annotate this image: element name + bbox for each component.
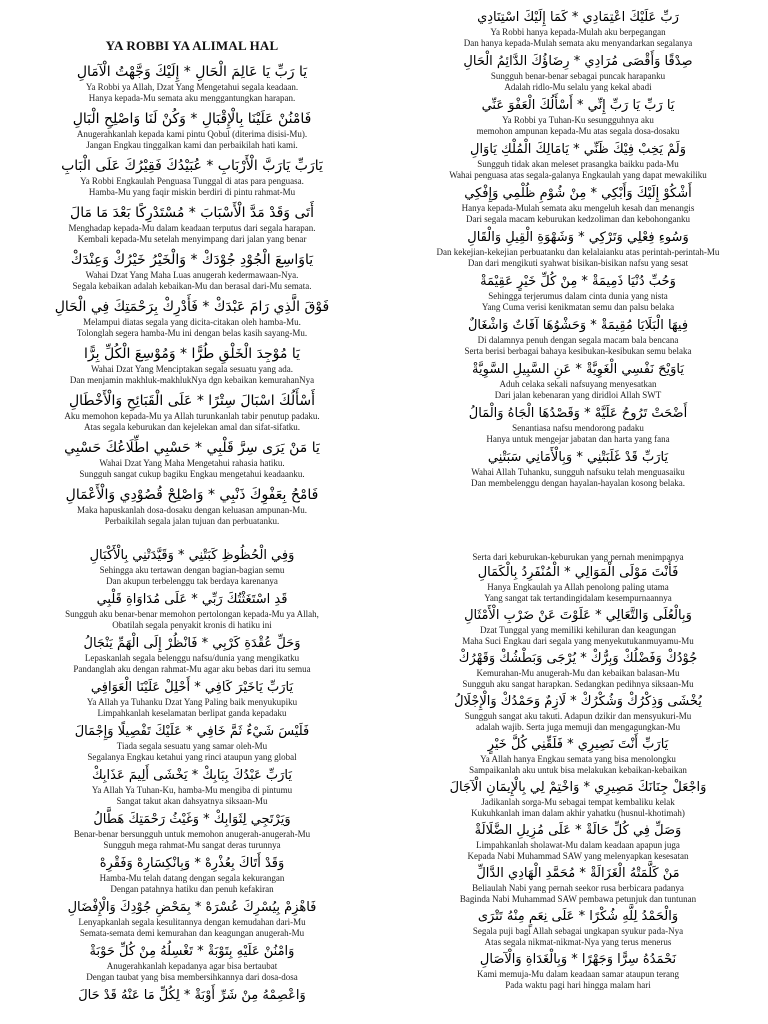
translation-line-2: Dan dari mengikuti syahwat bisikan-bisikan nafsu yang sesat: [467, 258, 689, 268]
arabic-verse-line: وَفِي الْحُظُوظِ كَبَتْنِي * وَقَيَّدَتْنِي بِالْأَكْبَالِ: [89, 548, 295, 563]
arabic-verse-line: يَا مُوْجِدَ الْخَلْقِ طُرًّا * وَمُوْسِعَ الْكُلِّ بِرًّا: [84, 346, 300, 362]
translation-line-1: Hanya kepada-Mulah semata aku mengeluh kesah dan menangis: [461, 203, 695, 213]
translation-line-1: Kami memuja-Mu dalam keadaan samar ataupun terang: [477, 969, 679, 979]
arabic-verse-line: رَبِّ عَلَيْكَ اعْتِمَادِي * كَمَا إِلَيْكَ اسْتِنَادِي: [477, 10, 679, 25]
translation-line-2: Serta berisi berbagai bahaya kesibukan-kesibukan semu belaka: [464, 346, 692, 356]
translation-line-1: Aku memohon kepada-Mu ya Allah turunkanlah tabir penutup padaku.: [64, 411, 320, 421]
verse-block: [392, 606, 764, 647]
translation-line-2: Baginda Nabi Muhammad SAW pembawa petunjuk dan tuntunan: [459, 894, 697, 904]
bottom-right-column: [392, 552, 764, 1024]
translation-line-1: Jadikanlah sorga-Mu sebagai tempat kembaliku kelak: [481, 797, 675, 807]
arabic-verse-line: فَأَنْتَ مَوْلَى الْمَوَالِي * الْمُنْفَرِدُ بِالْكَمَالِ: [477, 565, 679, 580]
verse-block: [392, 864, 764, 905]
translation-line-1: Melampui diatas segala yang dicita-citakan oleh hamba-Mu.: [83, 317, 301, 327]
verse-block: [6, 438, 378, 480]
arabic-verse-line: فِيهَا الْبَلَايَا مُقِيمَةْ * وَحَشْوُهَا آفَاتٌ وَاشْغَالٌ: [467, 318, 689, 333]
translation-line-1: Lenyapkanlah segala kesulitannya dengan kemudahan dari-Mu: [78, 917, 306, 927]
verse-block: [6, 810, 378, 851]
translation-line-1: Ya Robbi ya Tuhan-Ku sesungguhnya aku: [502, 115, 654, 125]
translation-line-1: Wahai Dzat Yang Maha Luas anugerah kedermawaan-Nya.: [85, 270, 299, 280]
translation-line-1: Ya Robbi ya Allah, Dzat Yang Mengetahui segala keadaan.: [85, 82, 299, 92]
translation-line-1: Benar-benar bersungguh untuk memohon anugerah-anugerah-Mu: [73, 829, 311, 839]
verse-block: [392, 96, 764, 137]
translation-line-1: Sungguh sangat aku takuti. Adapun dzikir dan mensyukuri-Mu: [464, 711, 692, 721]
arabic-verse-line: أَضْحَتْ تَرُوحُ عَلَيَّهْ * وَقَصْدُهَا الْجَاهُ وَالْمَالُ: [468, 406, 688, 421]
translation-line-1: Wahai Allah Tuhanku, sungguh nafsuku telah menguasaiku: [471, 467, 685, 477]
translation-line-1: Aduh celaka sekali nafsuyang menyesatkan: [499, 379, 657, 389]
top-left-column: [6, 36, 378, 526]
translation-line-2: Pada waktu pagi hari hingga malam hari: [505, 980, 651, 990]
verse-block: [392, 950, 764, 991]
arabic-verse-line: فَوْقَ الَّذِي رَامَ عَبْدَكْ * فَأَدْرِكْ بِرَحْمَتِكَ فِي الْحَالِ: [54, 299, 330, 315]
verse-block: [392, 563, 764, 604]
translation-line-2: Hamba-Mu yang faqir miskin berdiri di pintu rahmat-Mu: [88, 187, 296, 197]
verse-block: [392, 140, 764, 181]
verse-block: [392, 907, 764, 948]
verse-block: [6, 546, 378, 587]
translation-line-2: Dari segala macam keburukan kedzoliman dan kebohonganku: [466, 214, 690, 224]
arabic-verse-line: وَبِالْعُلَى وَالتَّعَالِي * عَلَوْتَ عَنْ ضَرْبِ الْأَمْثَالِ: [464, 608, 692, 623]
arabic-verse-line: فَاهْزِمْ بِيُسْرِكَ عُسْرَهْ * بِمَحْضِ جُوْدِكَ وَالْإِفْضَالِ: [67, 900, 317, 915]
arabic-verse-line: أَتَى وَقَدْ مَدَّ الْأَسْبَابَ * مُسْتَدْرِكًا بَعْدَ مَا مَالَ: [70, 205, 314, 221]
translation-line-2: Dan hanya kepada-Mulah semata aku menyandarkan segalanya: [463, 38, 693, 48]
arabic-verse-line: وَاجْعَلْ جِنَانَكَ مَصِيرِي * وَاخْتِمْ لِي بِالْإِيمَانِ الْآجَالَ: [449, 780, 707, 795]
arabic-verse-line: يَاوَاسِعَ الْجُوْدِ جُوْدَكْ * وَالْخَيْرُ خَيْرُكْ وَعِنْدَكْ: [70, 252, 314, 268]
translation-line-1: Wahai Dzat Yang Maha Mengetahui rahasia hatiku.: [99, 458, 285, 468]
verse-block: [392, 316, 764, 357]
arabic-verse-line: وَقَدْ أَتَاكَ بِعُذْرِهْ * وَبِانْكِسَارِهْ وَفَقْرِهْ: [99, 856, 285, 871]
translation-line-1: Di dalamnya penuh dengan segala macam bala bencana: [477, 335, 679, 345]
arabic-verse-line: يَا رَبِّ يَا رَبِّ إِنِّي * أَسْأَلُكَ الْعَفْوَ عَنِّي: [481, 98, 675, 113]
verse-block: [392, 8, 764, 49]
verse-block: [6, 942, 378, 983]
translation-line-1: Ya Robbi Engkaulah Penguasa Tunggal di atas para penguasa.: [80, 176, 304, 186]
arabic-verse-line: مَنْ كَلَّمَتْهُ الْغَزَالَةْ * مُحَمَّدِ الْهَادِي الدَّالِّ: [476, 866, 680, 881]
arabic-verse-line: يَارَبِّ عَبْدُكَ بِبَابِكْ * يَخْشَى أَلِيمَ عَذَابِكْ: [91, 768, 293, 783]
arabic-verse-line: قَدِ اسْتَغَثْتُكَ رَبِّي * عَلَى مُدَاوَاةِ قَلْبِي: [96, 592, 288, 607]
arabic-verse-line: صِدْقًا وَأَقْصَى مُرَادِي * رِضَاؤُكَ الدَّائِمُ الْحَالِ: [463, 54, 693, 69]
verse-block: [6, 156, 378, 198]
translation-line-2: Atas segala nikmat-nikmat-Nya yang terus menerus: [484, 937, 672, 947]
arabic-verse-line: يَارَبِّ قَدْ غَلَبَتْنِي * وَبِالْأَمَانِي سَبَتْنِي: [487, 450, 669, 465]
arabic-verse-line: جُوْدُكْ وَفَضْلُكْ وَبِرُّكْ * يُرْجَى وَبَطْشُكْ وَقَهْرُكْ: [458, 651, 698, 666]
arabic-verse-line: أَشْكُوْ إِلَيْكَ وَأَبْكِي * مِنْ شُوْمِ ظُلْمِي وَإِفْكِي: [464, 186, 692, 201]
arabic-verse-line: يَارَبِّ أَنْتَ نَصِيرِي * فَلَقِّنِي كُلَّ خَيْرٍ: [487, 737, 669, 752]
translation-line-1: Anugerahkanlah kepada kami pintu Qobul (diterima disisi-Mu).: [76, 129, 308, 139]
arabic-verse-line: يَارَبِّ يَاخَيْرَ كَافِي * أَحْلِلْ عَلَيْنَا الْعَوَافِي: [90, 680, 294, 695]
translation-line-2: Perbaikilah segala jalan tujuan dan perbuatanku.: [104, 516, 280, 526]
translation-line-1: Wahai Dzat Yang Menciptakan segala sesuatu yang ada.: [91, 364, 293, 374]
translation-line-2: Dan membelenggu dengan hayalan-hayalan kosong belaka.: [471, 478, 685, 488]
translation-line-2: Hanya untuk mengejar jabatan dan harta yang fana: [486, 434, 670, 444]
verse-block: [392, 360, 764, 401]
verse-block: [6, 391, 378, 433]
verse-block: [392, 184, 764, 225]
translation-line-1: Tiada segala sesuatu yang samar oleh-Mu: [116, 741, 268, 751]
verse-block: [392, 404, 764, 445]
translation-line-2: Dan menjamin makhluk-makhlukNya dgn kebaikan kemurahanNya: [69, 375, 315, 385]
translation-line-2: Tolonglah segera hamba-Mu ini dengan belas kasih sayang-Mu.: [76, 328, 308, 338]
verse-intro-translation: Serta dari keburukan-keburukan yang pernah menimpanya: [472, 552, 684, 562]
arabic-verse-line: أَسْأَلُكَ اسْبَالَ سِتْرًا * عَلَى الْقَبَائِحِ وَالْأَخْطَالِ: [68, 393, 316, 409]
verse-block: [6, 986, 378, 1005]
translation-line-2: Dan akupun terbelenggu tak berdaya karenanya: [106, 576, 278, 586]
arabic-verse-line: وَاعْصِمْهُ مِنْ شَرِّ أَوْبَةْ * لِكُلِّ مَا عَنْهُ قَدْ حَالَ: [78, 988, 306, 1003]
arabic-verse-line: يَارَبِّ يَارَبَّ الْأَرْبَابِ * عُبَيْدُكَ فَقِيْرُكَ عَلَى الْبَابِ: [61, 158, 323, 174]
verse-block: [392, 272, 764, 313]
verse-block: [6, 854, 378, 895]
translation-line-2: Segalanya Engkau ketahui yang rinci ataupun yang global: [87, 752, 297, 762]
verse-block: [392, 821, 764, 862]
verse-block: [392, 52, 764, 93]
translation-line-2: Jangan Engkau tinggalkan kami dan perbaikilah hati kami.: [86, 140, 298, 150]
translation-line-2: Pandanglah aku dengan rahmat-Mu agar aku bebas dari itu semua: [73, 664, 311, 674]
arabic-verse-line: فَلَيْسَ شَيْءٌ ثَمَّ خَافِي * عَلَيْكَ تَفْصِيلًا وَإِجْمَالَ: [74, 724, 310, 739]
translation-line-2: Segala kebaikan adalah kebaikan-Mu dan berasal dari-Mu semata.: [72, 281, 312, 291]
verse-block: [6, 203, 378, 245]
verse-block: [6, 722, 378, 763]
translation-line-1: Sungguh aku benar-benar memohon pertolongan kepada-Mu ya Allah,: [65, 609, 319, 619]
arabic-verse-line: فَامْنُنْ عَلَيْنَا بِالْإِقْبَالِ * وَكُنْ لَنَا وَاصْلِحِ الْبَالِ: [72, 111, 312, 127]
arabic-verse-line: وَحَلِّ عُقْدَةِ كَرْبِي * فَانْظُرْ إِلَى الْهَمِّ يَنْجَالُ: [83, 636, 301, 651]
arabic-verse-line: وَامْنُنْ عَلَيْهِ بِتَوْبَةْ * تَغْسِلُهُ مِنْ كُلِّ حَوْبَةْ: [89, 944, 295, 959]
verse-block: [6, 250, 378, 292]
verse-block: [392, 649, 764, 690]
bottom-left-column: [6, 546, 378, 1024]
translation-line-1: Ya Robbi hanya kepada-Mulah aku berpegangan: [490, 27, 666, 37]
translation-line-2: Limpahkanlah keselamatan berlipat ganda kepadaku: [97, 708, 287, 718]
verse-block: [392, 778, 764, 819]
verse-block: [6, 485, 378, 527]
arabic-verse-line: وَصَلِّ فِي كُلِّ حَالَةْ * عَلَى مُزِيلِ الضَّلَالَةْ: [474, 823, 682, 838]
translation-line-1: Sehingga terjerumus dalam cinta dunia yang nista: [488, 291, 668, 301]
translation-line-2: Dengan patahnya hatiku dan penuh kefakiran: [110, 884, 274, 894]
translation-line-1: Hanya Engkaulah ya Allah penolong paling utama: [487, 582, 669, 592]
translation-line-2: Dari jalan kebenaran yang diridloi Allah SWT: [494, 390, 662, 400]
translation-line-1: Sungguh tidak akan meleset prasangka baikku pada-Mu: [477, 159, 679, 169]
verse-block: [6, 109, 378, 151]
translation-line-2: adalah wajib. Serta juga memuji dan mengagungkan-Mu: [475, 722, 681, 732]
verse-block: [6, 344, 378, 386]
arabic-verse-line: يُخْشَى وَذِكْرُكْ وَشُكْرُكْ * لَازِمٌ وَحَمْدُكْ وَالْإِجْلَالُ: [454, 694, 702, 709]
translation-line-2: Kukuhkanlah iman dalam akhir yahatku (husnul-khotimah): [471, 808, 685, 818]
translation-line-1: Senantiasa nafsu mendorong padaku: [512, 423, 644, 433]
arabic-verse-line: وَسُوءِ فِعْلِي وَتَرْكِي * وَشَهْوَةِ الْقِيلِ وَالْقَالِ: [467, 230, 689, 245]
translation-line-2: Wahai penguasa atas segala-galanya Engkaulah yang dapat mewakiliku: [449, 170, 707, 180]
verse-block: [392, 735, 764, 776]
translation-line-2: memohon ampunan kepada-Mu atas segala dosa-dosaku: [476, 126, 680, 136]
translation-line-1: Segala puji bagi Allah sebagai ungkapan syukur pada-Nya: [472, 926, 684, 936]
translation-line-2: Adalah ridlo-Mu selalu yang kekal abadi: [504, 82, 652, 92]
arabic-verse-line: فَامْحُ بِعَفْوِكَ ذَنْبِي * وَاصْلِحْ قُصُوْدِي وَالْأَعْمَالِ: [65, 487, 319, 503]
verse-block: [6, 62, 378, 104]
translation-line-1: Beliaulah Nabi yang pernah seekor rusa berbicara padanya: [472, 883, 684, 893]
translation-line-1: Anugerahkanlah kepadanya agar bisa bertaubat: [106, 961, 278, 971]
translation-line-2: Dengan taubat yang bisa membersihkannya dari dosa-dosa: [86, 972, 298, 982]
translation-line-1: Hamba-Mu telah datang dengan segala kekurangan: [99, 873, 285, 883]
translation-line-1: Ya Allah Ya Tuhan-Ku, hamba-Mu mengiba di pintumu: [91, 785, 293, 795]
translation-line-1: Ya Allah hanya Engkau semata yang bisa menolongku: [480, 754, 676, 764]
verse-block: [392, 228, 764, 269]
translation-line-2: Yang sangat tak tertandingidalam kesempurnaannya: [484, 593, 672, 603]
verse-block: [6, 297, 378, 339]
arabic-verse-line: وَالْحَمْدُ لِلَّهِ شُكْرًا * عَلَى نِعَمٍ مِنْهُ تَتْرَى: [477, 909, 679, 924]
translation-line-1: Lepaskanlah segala belenggu nafsu/dunia yang mengikatku: [84, 653, 300, 663]
verse-block: [6, 634, 378, 675]
arabic-verse-line: نَحْمَدُهُ سِرًّا وَجَهْرًا * وَبِالْغَدَاةِ وَالْآصَالِ: [479, 952, 677, 967]
page-title: YA ROBBI YA ALIMAL HAL: [105, 38, 279, 53]
verse-block: [6, 678, 378, 719]
translation-line-1: Menghadap kepada-Mu dalam keadaan terputus dari segala harapan.: [68, 223, 316, 233]
verse-block: [6, 590, 378, 631]
top-right-column: [392, 8, 764, 528]
arabic-verse-line: وَحُبِّ دُنْيَا ذَمِيمَةْ * مِنْ كُلِّ خَيْرٍ عَقِيْمَةْ: [480, 274, 676, 289]
arabic-verse-line: وَلَمْ يَخِبْ فِيْكَ ظَنِّي * يَامَالِكَ الْمُلْكِ يَاوَالِ: [470, 142, 686, 157]
verse-block: [6, 898, 378, 939]
translation-line-1: Maka hapuskanlah dosa-dosaku dengan keluasan ampunan-Mu.: [77, 505, 307, 515]
translation-line-2: Maha Suci Engkau dari segala yang menyekutukanmuyamu-Mu: [462, 636, 694, 646]
arabic-verse-line: يَا رَبِّ يَا عَالِمَ الْحَالِ * إِلَيْكَ وَجَّهْتُ الْآمَالِ: [76, 64, 308, 80]
verse-block: [392, 692, 764, 733]
translation-line-2: Sungguh mega rahmat-Mu sangat deras turunnya: [103, 840, 281, 850]
translation-line-2: Kembali kepada-Mu setelah menyimpang dari jalan yang benar: [77, 234, 307, 244]
translation-line-2: Yang Cuma verisi kenikmatan semu dan palsu belaka: [481, 302, 675, 312]
translation-line-1: Sungguh benar-benar sebagai puncak harapanku: [490, 71, 666, 81]
translation-line-2: Obatilah segala penyakit kronis di hatiku ini: [112, 620, 272, 630]
arabic-verse-line: يَا مَنْ يَرَى سِرَّ قَلْبِي * حَسْبِي اطِّلَاعُكَ حَسْبِي: [64, 440, 320, 456]
translation-line-2: Sungguh sangat cukup bagiku Engkau mengetahui keadaanku.: [79, 469, 305, 479]
translation-line-1: Sehingga aku tertawan dengan bagian-bagian semu: [99, 565, 285, 575]
translation-line-2: Sungguh aku sangat harapkan. Sedangkan pedihnya siksaan-Mu: [462, 679, 694, 689]
arabic-verse-line: وَيَرْتَجِي لِثَوَابِكْ * وَغَيْثُ رَحْمَتِكَ هَطَّالُ: [93, 812, 291, 827]
translation-line-2: Sampaikanlah aku untuk bisa melakukan kebaikan-kebaikan: [469, 765, 687, 775]
translation-line-2: Kepada Nabi Muhammad SAW yang melenyapkan kesesatan: [467, 851, 689, 861]
arabic-verse-line: يَاوَيْحَ نَفْسِي الْغَوِيَّةْ * عَنِ السَّبِيلِ السَّوِيَّةْ: [472, 362, 684, 377]
translation-line-2: Sangat takut akan dahsyatnya siksaan-Mu: [116, 796, 268, 806]
translation-line-1: Ya Allah ya Tuhanku Dzat Yang Paling baik menyukupiku: [86, 697, 298, 707]
translation-line-1: Limpahkanlah sholawat-Mu dalam keadaan apapun juga: [476, 840, 680, 850]
translation-line-1: Dzat Tunggal yang memiliki kehiluran dan keagungan: [480, 625, 676, 635]
translation-line-1: Kemurahan-Mu anugerah-Mu dan kebaikan balasan-Mu: [476, 668, 680, 678]
translation-line-2: Hanya kepada-Mu semata aku menggantungkan harapan.: [88, 93, 296, 103]
verse-block: [6, 766, 378, 807]
translation-line-2: Semata-semata demi kemurahan dan keagungan anugerah-Mu: [79, 928, 305, 938]
translation-line-1: Dan kekejian-kekejian perbuatanku dan kelalaianku atas perintah-perintah-Mu: [436, 247, 720, 257]
verse-block: [392, 448, 764, 489]
translation-line-2: Atas segala keburukan dan kejelekan amal dan sifat-sifatku.: [84, 422, 300, 432]
